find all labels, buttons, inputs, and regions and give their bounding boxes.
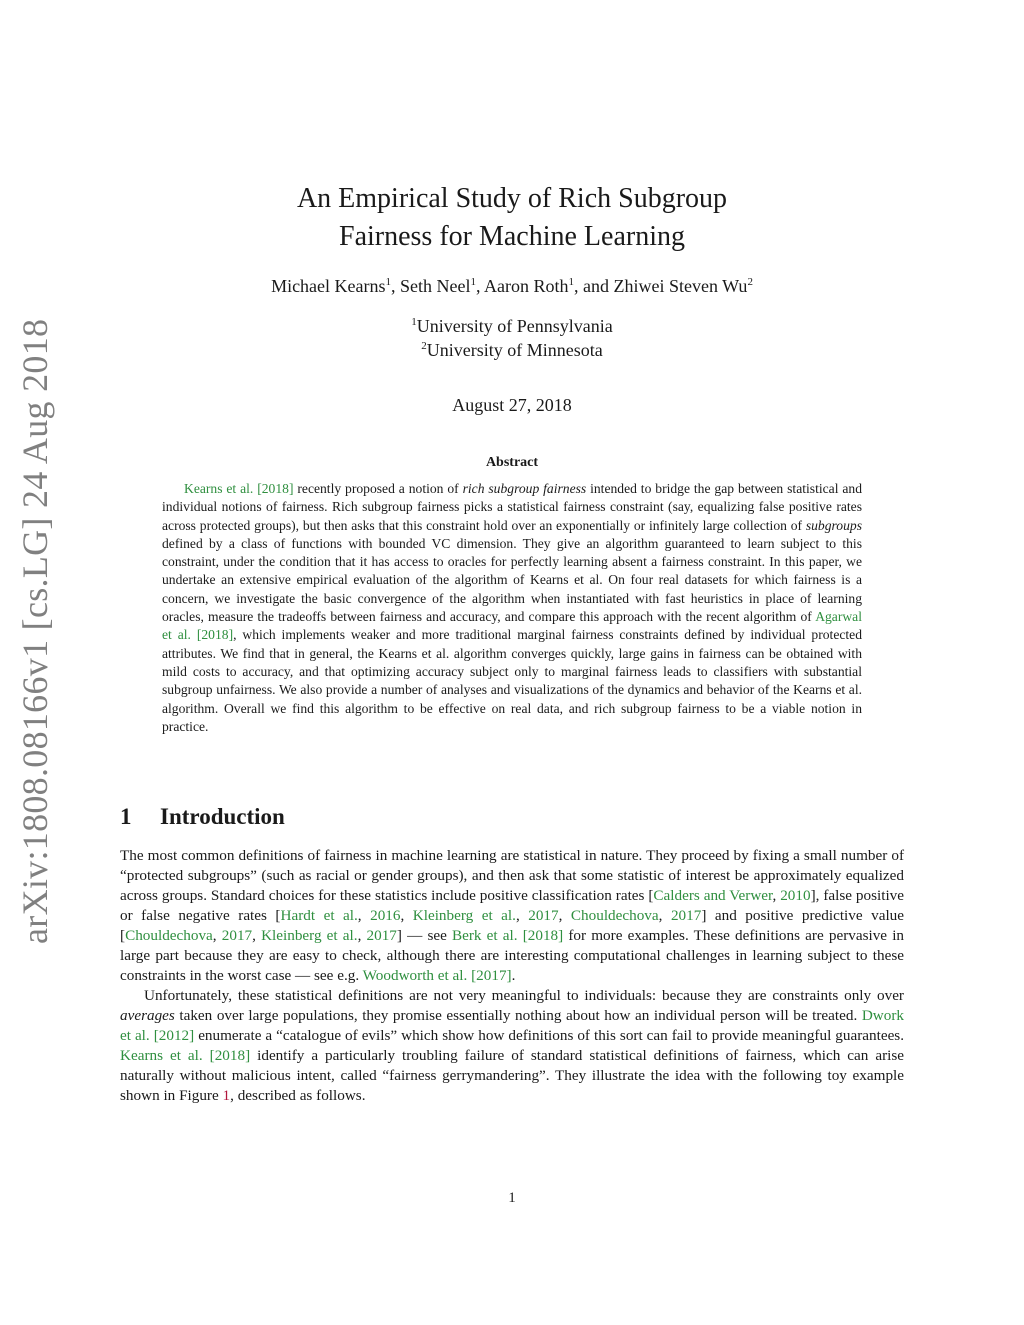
text-run: , [357,927,367,944]
citation-year-link[interactable]: 2010 [780,887,811,904]
text-run: . [511,967,516,984]
abstract-text-run: recently proposed a notion of [293,481,463,496]
citation-link[interactable]: Agarwal et al. [162,609,862,643]
text-run: , [252,927,262,944]
introduction-body [120,846,904,1106]
author-separator: , [391,276,401,296]
abstract-emphasis: rich subgroup fairness [462,481,587,496]
citation-link[interactable]: Dwork et al. [120,1007,904,1044]
text-run: enumerate a “catalogue of evils” which show how definitions of this sort can fail to provide meaningful guarantees. [194,1027,905,1044]
text-run: , [357,907,371,924]
text-run: , [772,887,781,904]
abstract-text-run: defined by a class of functions with bounded VC dimension. They give an algorithm guaranteed to learn subject to this constraint, under the condition that it has access to oracles for perfectly learning absent a fairness constraint. In this paper, we undertake an extensive empirical evaluation of the algorithm of Kearns et al. On four real datasets for which fairness is a concern, we investigate the basic convergence of the algorithm when instantiated with fast heuristics in place of learning oracles, measure the tradeoffs between fairness and accuracy, and compare this approach with the recent algorithm of [162,535,862,625]
citation-link[interactable]: Hardt et al. [280,907,358,924]
citation-year-link[interactable]: [2018] [196,627,234,643]
paper-title [162,180,862,256]
arxiv-stamp: arXiv:1808.08166v1 [cs.LG] 24 Aug 2018 [15,318,55,944]
affiliation-list [120,314,904,362]
citation-year-link[interactable]: [2017] [471,967,512,984]
citation-link[interactable]: Kleinberg et al. [412,907,516,924]
text-run: ] — see [396,927,452,944]
abstract-text [162,480,862,736]
citation-link[interactable]: Woodworth et al. [362,967,468,984]
text-run: , [400,907,413,924]
text-run: identify a particularly troubling failure of standard statistical definitions of fairness, which can arise naturally without malicious intent, called “fairness gerrymandering”. They illustrate the idea with the following toy example shown in Figure [120,1047,905,1104]
section-heading [120,802,904,832]
citation-year-link[interactable]: 2017 [221,927,253,944]
citation-year-link[interactable]: [2018] [522,927,564,944]
abstract-text-run: , which implements weaker and more traditional marginal fairness constraints defined by individual protected attributes. We find that in general, the Kearns et al. algorithm converges quickly, large gains in fairness can be obtained with mild costs to accuracy, and that optimizing accuracy subject only to marginal fairness leads to classifiers with substantial subgroup unfairness. We also provide a number of analyses and visualizations of the dynamics and behavior of the Kearns et al. algorithm. Overall we find this algorithm to be effective on real data, and rich subgroup fairness to be a viable notion in practice. [162,627,862,734]
citation-link[interactable]: Calders and Verwer [653,887,773,904]
abstract-heading: Abstract [485,455,539,470]
text-run [203,1047,210,1064]
paragraph [120,986,904,1106]
author-affiliation-mark: 1 [385,276,392,288]
abstract-emphasis: subgroups [805,517,862,533]
page-number: 1 [508,1190,516,1206]
citation-link[interactable]: Kearns et al. [184,481,254,496]
author-name: Aaron Roth [484,276,569,296]
figure-reference-link[interactable]: 1 [222,1087,231,1104]
author-affiliation-mark: 1 [568,276,575,288]
affiliation [120,314,904,338]
text-run: ], false positive or false negative rates [ [120,887,904,924]
text-run: , [515,907,529,924]
text-run: , described as follows. [230,1087,366,1104]
author-separator: , [476,276,485,296]
author-list [120,274,904,298]
citation-link[interactable]: Chouldechova [570,907,659,924]
author-affiliation-mark: 1 [470,276,476,288]
title-line-1: An Empirical Study of Rich Subgroup [296,183,728,214]
affiliation-name: University of Minnesota [426,340,603,360]
citation-year-link[interactable]: 2016 [370,907,401,924]
affiliation-mark: 1 [411,316,417,328]
section-title: Introduction [160,804,285,829]
author-name: Zhiwei Steven Wu [613,276,748,296]
author-affiliation-mark: 2 [747,276,753,288]
paper-date: August 27, 2018 [452,395,572,415]
citation-year-link[interactable]: [2012] [153,1027,195,1044]
author-name: Michael Kearns [271,276,386,296]
text-run: for more examples. These definitions are pervasive in large part because they are easy to check, although there are interesting computational challenges in learning subject to these constraints in the worst case — see e.g. [120,927,905,984]
abstract-text-run: intended to bridge the gap between statistical and individual notions of fairness. Rich subgroup fairness picks a statistical fairness constraint (say, equalizing false positive rates across protected groups), but then asks that this constraint hold over an exponentially or infinitely large collection of [162,481,862,533]
text-run: The most common definitions of fairness in machine learning are statistical in nature. They proceed by fixing a small number of “protected subgroups” (such as racial or gender groups), and then ask that some statistic of interest be approximately equalized across groups. Standard choices for these statistics include positive classification rates [ [120,847,904,904]
citation-link[interactable]: Kleinberg et al. [261,927,358,944]
affiliation-name: University of Pennsylvania [416,316,613,336]
citation-year-link[interactable]: 2017 [366,927,397,944]
affiliation-mark: 2 [421,340,427,352]
affiliation [120,338,904,362]
citation-link[interactable]: Kearns et al. [120,1047,203,1064]
citation-year-link[interactable]: [2018] [209,1047,251,1064]
paragraph [120,846,904,986]
text-run: , [658,907,671,924]
emphasis: averages [120,1007,175,1024]
citation-link[interactable]: Berk et al. [452,927,518,944]
text-run: ] and positive predictive value [ [120,907,904,944]
text-run: taken over large populations, they promise essentially nothing about how an individual person will be treated. [174,1007,862,1024]
section-number: 1 [120,804,132,829]
text-run: , [558,907,571,924]
author-name: Seth Neel [400,276,471,296]
title-line-2: Fairness for Machine Learning [339,221,685,252]
author-separator: , and [574,276,614,296]
citation-year-link[interactable]: 2017 [670,907,702,924]
text-run: Unfortunately, these statistical definitions are not very meaningful to individuals: because they are constraints only over [144,987,904,1004]
citation-year-link[interactable]: [2018] [257,481,294,496]
text-run: , [212,927,222,944]
citation-year-link[interactable]: 2017 [528,907,559,924]
citation-link[interactable]: Chouldechova [125,927,213,944]
